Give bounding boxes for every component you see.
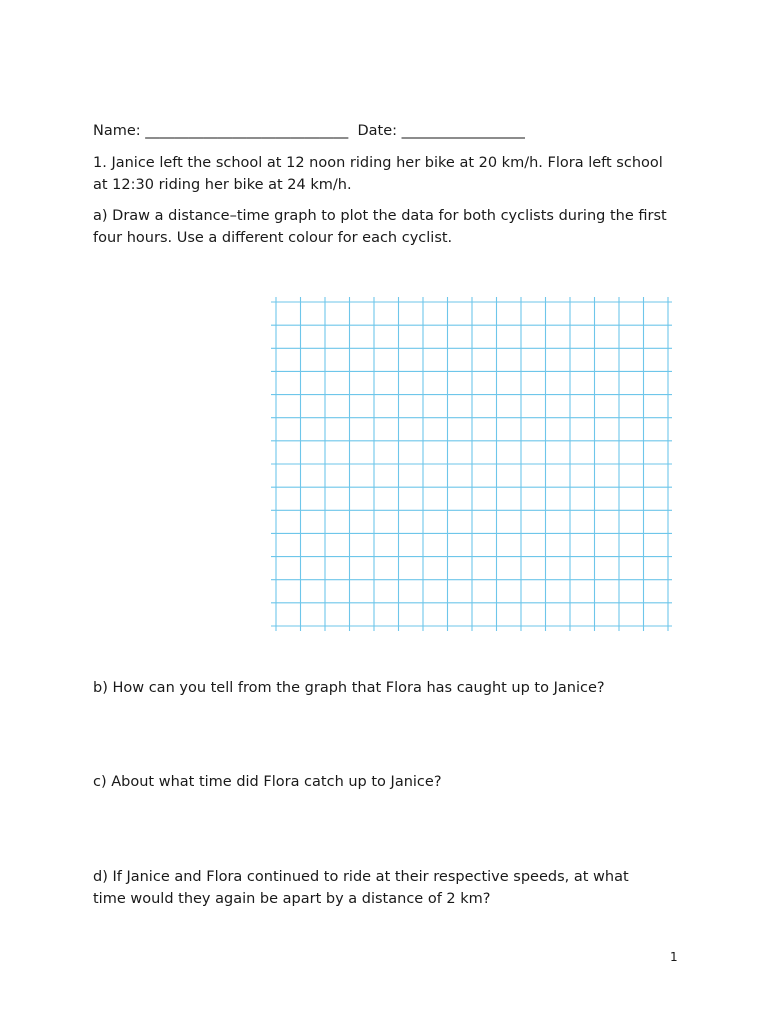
name-field[interactable]: Name: ____________________________ xyxy=(93,123,349,139)
page-number: 1 xyxy=(670,950,678,964)
part-d-text-line-2: time would they again be apart by a distance of 2 km? xyxy=(93,891,491,907)
date-field[interactable]: Date: _________________ xyxy=(357,123,525,139)
part-a-text-line-2: four hours. Use a different colour for each cyclist. xyxy=(93,230,453,246)
graph-grid[interactable] xyxy=(270,296,672,632)
name-date-line xyxy=(93,120,525,142)
question-1-text-line-1: 1. Janice left the school at 12 noon riding her bike at 20 km/h. Flora left school xyxy=(93,155,663,171)
part-b-text: b) How can you tell from the graph that Flora has caught up to Janice? xyxy=(93,680,605,696)
part-a-text-line-1: a) Draw a distance–time graph to plot the data for both cyclists during the first xyxy=(93,208,667,224)
part-c-text: c) About what time did Flora catch up to Janice? xyxy=(93,774,442,790)
part-d-text-line-1: d) If Janice and Flora continued to ride at their respective speeds, at what xyxy=(93,869,629,885)
question-1-text-line-2: at 12:30 riding her bike at 24 km/h. xyxy=(93,177,352,193)
